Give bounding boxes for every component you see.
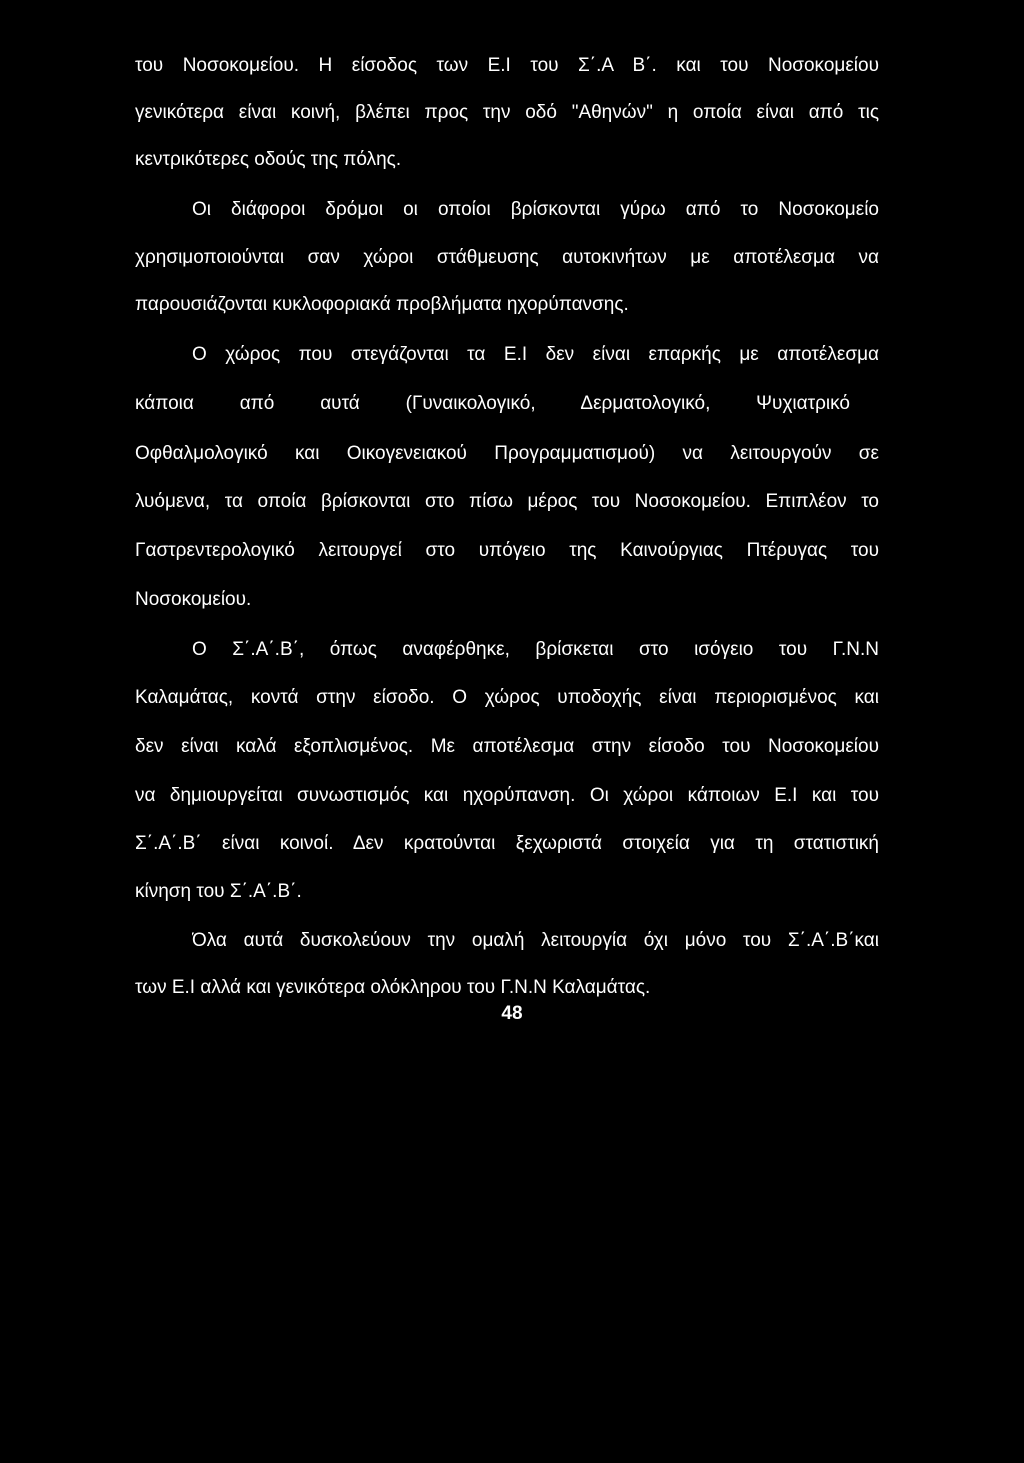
page-number: 48 <box>501 1003 523 1024</box>
text-line-11: Γαστρεντερολογικό λειτουργεί στο υπόγειο της Καινούργιας Πτέρυγας του <box>135 540 879 561</box>
text-line-8: κάποια από αυτά (Γυναικολογικό, Δερματολογικό, Ψυχιατρικό <box>135 393 850 414</box>
text-line-3: κεντρικότερες οδούς της πόλης. <box>135 149 402 170</box>
text-line-16: να δημιουργείται συνωστισμός και ηχορύπανση. Οι χώροι κάποιων Ε.Ι και του <box>135 785 879 806</box>
text-line-12: Νοσοκομείου. <box>135 589 252 610</box>
text-line-10: λυόμενα, τα οποία βρίσκονται στο πίσω μέρος του Νοσοκομείου. Επιπλέον το <box>135 491 879 512</box>
text-line-20: των Ε.Ι αλλά και γενικότερα ολόκληρου του Γ.Ν.Ν Καλαμάτας. <box>135 977 651 998</box>
text-line-19: Όλα αυτά δυσκολεύουν την ομαλή λειτουργία όχι μόνο του Σ΄.Α΄.Β΄και <box>192 930 879 951</box>
text-line-1: του Νοσοκομείου. Η είσοδος των Ε.Ι του Σ΄.Α Β΄. και του Νοσοκομείου <box>135 55 879 76</box>
text-line-4: Οι διάφοροι δρόμοι οι οποίοι βρίσκονται γύρω από το Νοσοκομείο <box>192 199 879 220</box>
text-line-18: κίνηση του Σ΄.Α΄.Β΄. <box>135 881 302 902</box>
text-line-7: Ο χώρος που στεγάζονται τα Ε.Ι δεν είναι επαρκής με αποτέλεσμα <box>192 344 879 365</box>
text-line-13: Ο Σ΄.Α΄.Β΄, όπως αναφέρθηκε, βρίσκεται στο ισόγειο του Γ.Ν.Ν <box>192 639 879 660</box>
text-line-6: παρουσιάζονται κυκλοφοριακά προβλήματα ηχορύπανσης. <box>135 294 629 315</box>
text-line-15: δεν είναι καλά εξοπλισμένος. Με αποτέλεσμα στην είσοδο του Νοσοκομείου <box>135 736 879 757</box>
text-line-17: Σ΄.Α΄.Β΄ είναι κοινοί. Δεν κρατούνται ξεχωριστά στοιχεία για τη στατιστική <box>135 833 879 854</box>
text-line-5: χρησιμοποιούνται σαν χώροι στάθμευσης αυτοκινήτων με αποτέλεσμα να <box>135 247 879 268</box>
text-line-9: Οφθαλμολογικό και Οικογενειακού Προγραμματισμού) να λειτουργούν σε <box>135 443 879 464</box>
text-line-2: γενικότερα είναι κοινή, βλέπει προς την οδό "Αθηνών" η οποία είναι από τις <box>135 102 879 123</box>
text-line-14: Καλαμάτας, κοντά στην είσοδο. Ο χώρος υποδοχής είναι περιορισμένος και <box>135 687 879 708</box>
